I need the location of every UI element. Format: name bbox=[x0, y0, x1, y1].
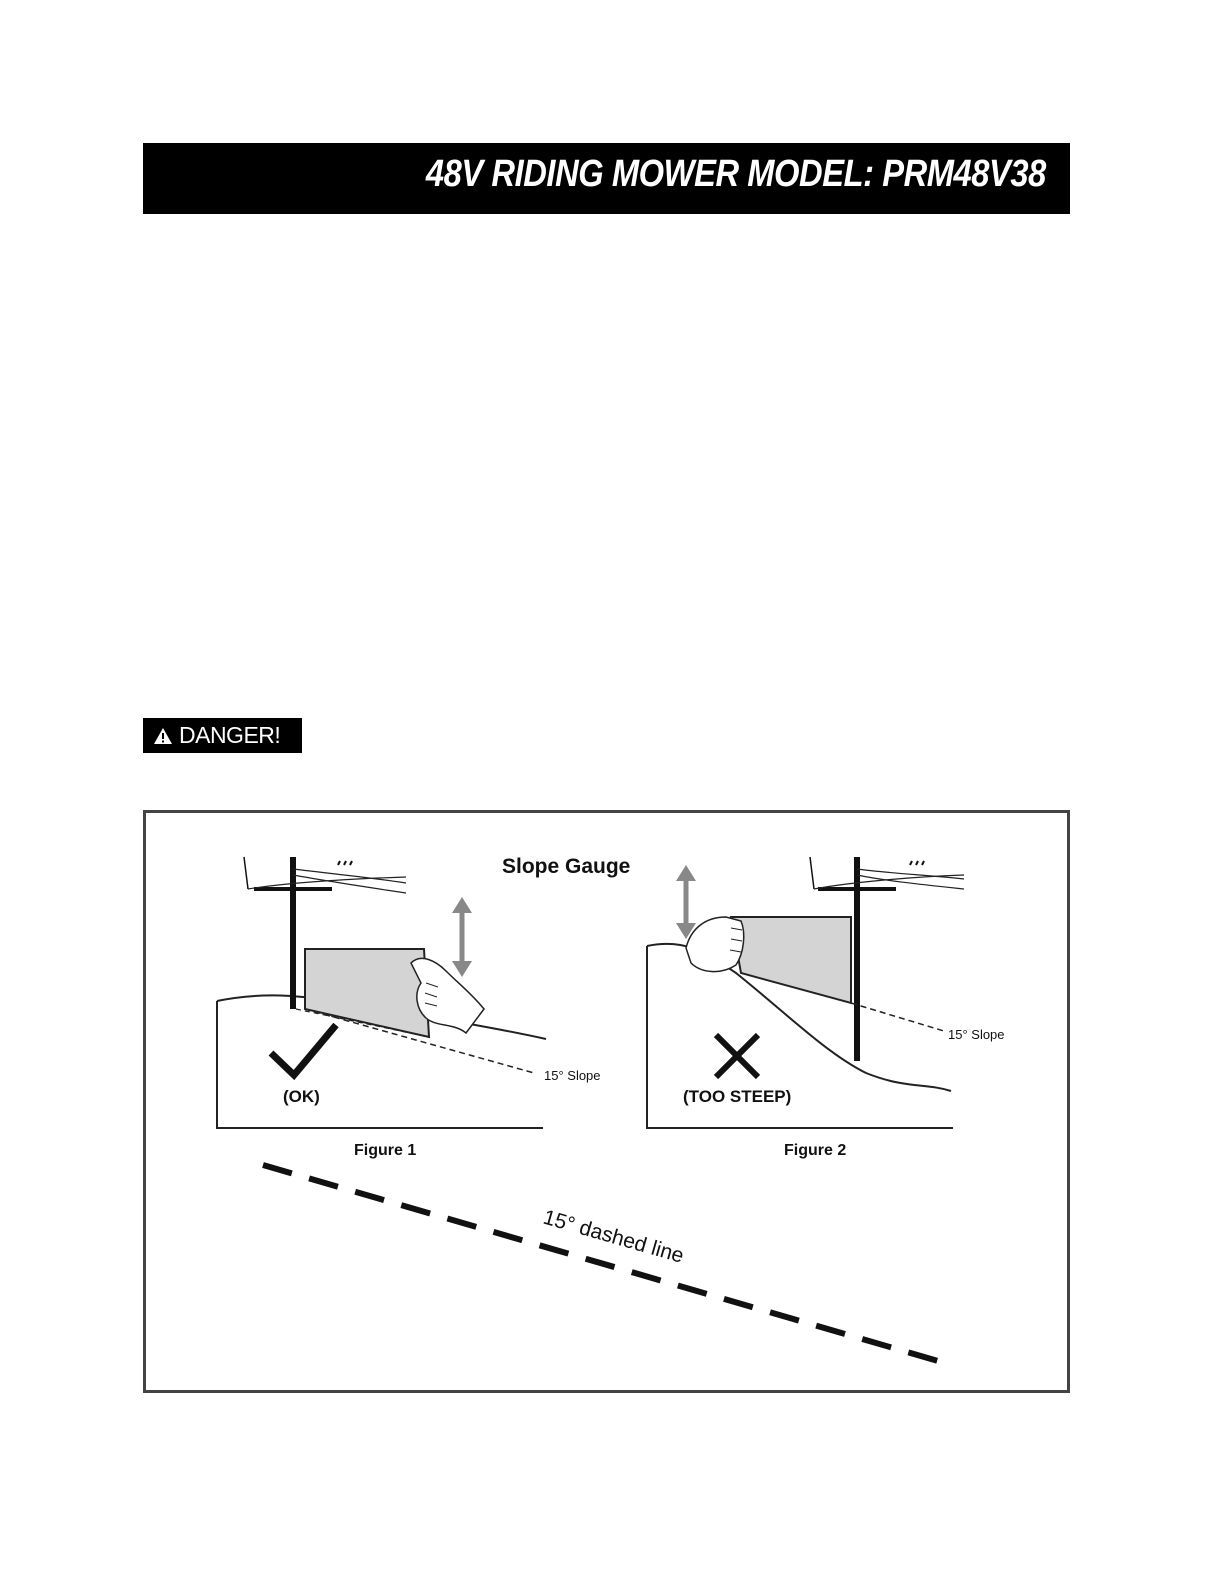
hand-icon bbox=[686, 917, 744, 972]
slope-gauge-illustration bbox=[146, 813, 1067, 1390]
figure-1-status: (OK) bbox=[283, 1087, 320, 1106]
x-mark-icon bbox=[716, 1035, 758, 1077]
figure-2-slope-label: 15° Slope bbox=[948, 1027, 1005, 1042]
danger-badge bbox=[143, 718, 302, 753]
figure-1-caption: Figure 1 bbox=[354, 1142, 417, 1159]
check-icon bbox=[271, 1025, 336, 1075]
danger-label: DANGER! bbox=[179, 722, 281, 748]
gauge-title: Slope Gauge bbox=[502, 855, 631, 878]
figure-2-status: (TOO STEEP) bbox=[683, 1087, 792, 1106]
slope-line-2 bbox=[851, 1003, 944, 1031]
reference-dashed-line bbox=[263, 1165, 938, 1361]
gauge-card bbox=[731, 917, 851, 1003]
up-down-arrow-icon bbox=[452, 897, 472, 977]
figure-1-slope-label: 15° Slope bbox=[544, 1068, 601, 1083]
page-title: 48V RIDING MOWER MODEL: PRM48V38 bbox=[426, 153, 1046, 195]
header-bar bbox=[143, 143, 1070, 214]
dashed-line-label: 15° dashed line bbox=[540, 1205, 687, 1268]
figure-1 bbox=[217, 857, 601, 1159]
warning-icon bbox=[153, 727, 173, 745]
up-down-arrow-icon bbox=[676, 865, 696, 939]
figure-2-caption: Figure 2 bbox=[784, 1142, 847, 1159]
slope-gauge-panel bbox=[143, 810, 1070, 1393]
figure-2 bbox=[647, 857, 1005, 1159]
